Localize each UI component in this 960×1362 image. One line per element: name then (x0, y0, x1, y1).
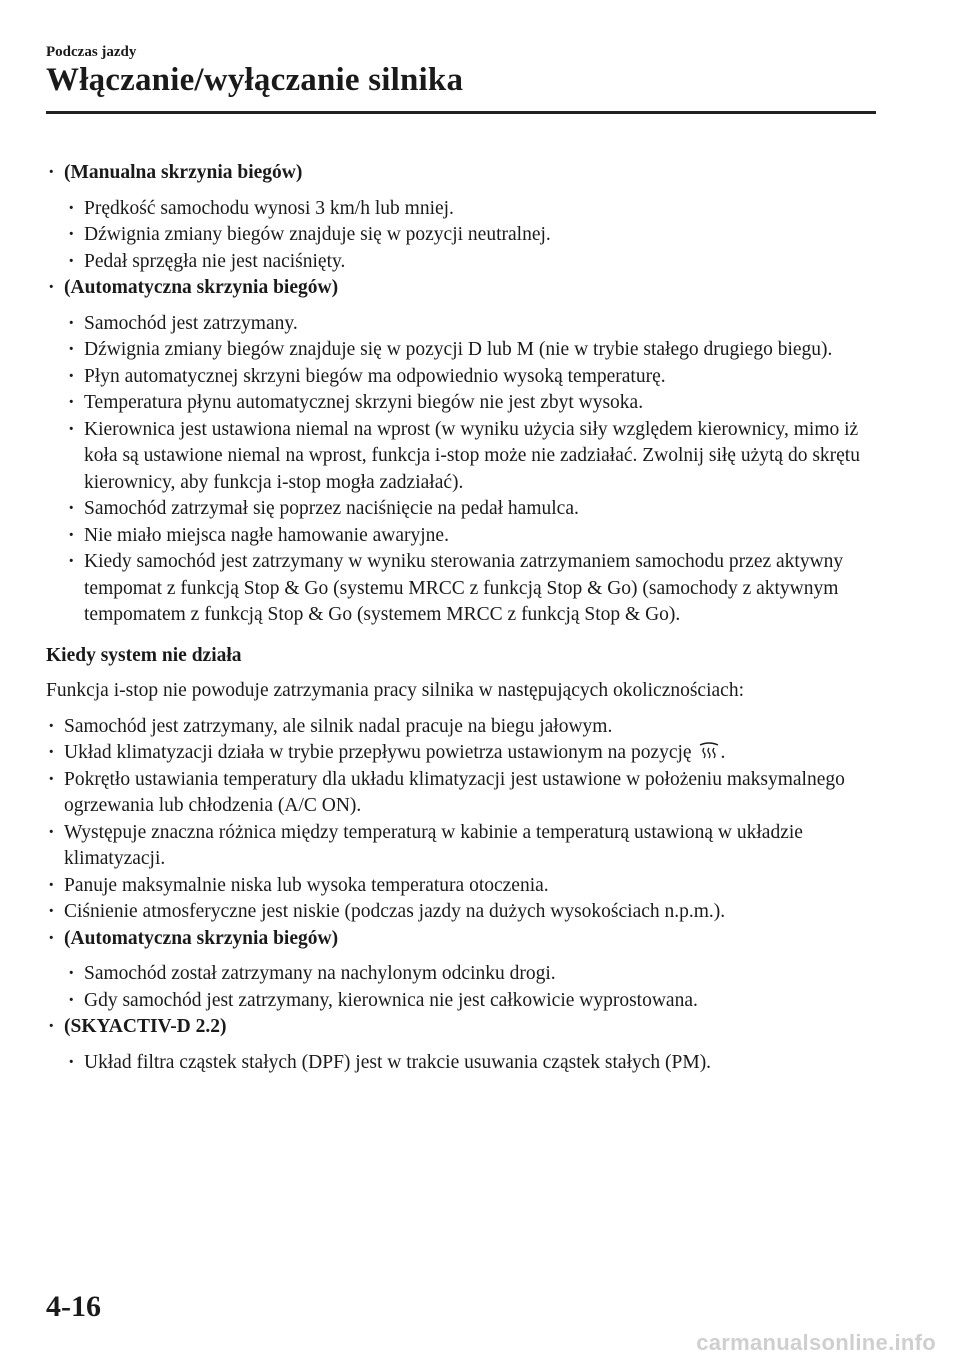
section-heading: Kiedy system nie działa (46, 644, 242, 666)
list-item: · Płyn automatycznej skrzyni biegów ma odpowiednio wysoką temperaturę. (46, 364, 886, 391)
list-item: · Pedał sprzęgła nie jest naciśnięty. (46, 249, 886, 276)
section-label: Podczas jazdy (46, 44, 137, 60)
list-item: · Kierownica jest ustawiona niemal na wprost (w wyniku użycia siły względem kierownicy, mimo iż koła są ustawione niemal na wprost, funkcja i-stop może nie zadziałać. Zwolnij siłę użytą do skrętu kierownicy, aby funkcja i-stop mogła zadziałać). (46, 417, 886, 497)
list-item: · Kiedy samochód jest zatrzymany w wyniku sterowania zatrzymaniem samochodu przez aktywny tempomat z funkcją Stop & Go (systemu MRCC z funkcją Stop & Go) (samochody z aktywnym tempomatem z funkcją Stop & Go (systemem MRCC z funkcją Stop & Go). (46, 549, 886, 629)
list-item: · Gdy samochód jest zatrzymany, kierownica nie jest całkowicie wyprostowana. (46, 988, 886, 1015)
list-item: · Samochód jest zatrzymany. (46, 311, 886, 338)
page-number: 4-16 (46, 1290, 101, 1323)
list-item-suffix: . (720, 742, 726, 763)
list-item: · Samochód zatrzymał się poprzez naciśnięcie na pedał hamulca. (46, 496, 886, 523)
list-item-text: Układ klimatyzacji działa w trybie przepływu powietrza ustawionym na pozycję (64, 742, 692, 763)
automatic-transmission-label: · (Automatyczna skrzynia biegów) (46, 275, 886, 302)
manual-transmission-label: · (Manualna skrzynia biegów) (46, 160, 886, 187)
section-intro: Funkcja i-stop nie powoduje zatrzymania pracy silnika w następujących okolicznościach: (46, 680, 744, 701)
page-title: Włączanie/wyłączanie silnika (46, 62, 464, 98)
watermark: carmanualsonline.info (696, 1330, 936, 1355)
list-item: · Pokrętło ustawiania temperatury dla układu klimatyzacji jest ustawione w położeniu maksymalnego ogrzewania lub chłodzenia (A/C ON). (46, 767, 886, 820)
page-content (46, 160, 886, 1076)
windshield-defroster-icon (698, 740, 720, 760)
title-divider (46, 111, 876, 114)
list-item: · Prędkość samochodu wynosi 3 km/h lub mniej. (46, 196, 886, 223)
list-item: · Samochód jest zatrzymany, ale silnik nadal pracuje na biegu jałowym. (46, 714, 886, 741)
list-item: · Ciśnienie atmosferyczne jest niskie (podczas jazdy na dużych wysokościach n.p.m.). (46, 899, 886, 926)
list-item: · Dźwignia zmiany biegów znajduje się w pozycji D lub M (nie w trybie stałego drugiego biegu). (46, 337, 886, 364)
list-item: · Nie miało miejsca nagłe hamowanie awaryjne. (46, 523, 886, 550)
list-item: · Występuje znaczna różnica między temperaturą w kabinie a temperaturą ustawioną w układzie klimatyzacji. (46, 820, 886, 873)
list-item: · Temperatura płynu automatycznej skrzyni biegów nie jest zbyt wysoka. (46, 390, 886, 417)
diesel-engine-label: · (SKYACTIV-D 2.2) (46, 1014, 886, 1041)
list-item: · Dźwignia zmiany biegów znajduje się w pozycji neutralnej. (46, 222, 886, 249)
list-item: · Układ filtra cząstek stałych (DPF) jest w trakcie usuwania cząstek stałych (PM). (46, 1050, 886, 1077)
list-item (46, 740, 886, 767)
automatic-transmission-label: · (Automatyczna skrzynia biegów) (46, 926, 886, 953)
list-item: · Panuje maksymalnie niska lub wysoka temperatura otoczenia. (46, 873, 886, 900)
list-item: · Samochód został zatrzymany na nachylonym odcinku drogi. (46, 961, 886, 988)
